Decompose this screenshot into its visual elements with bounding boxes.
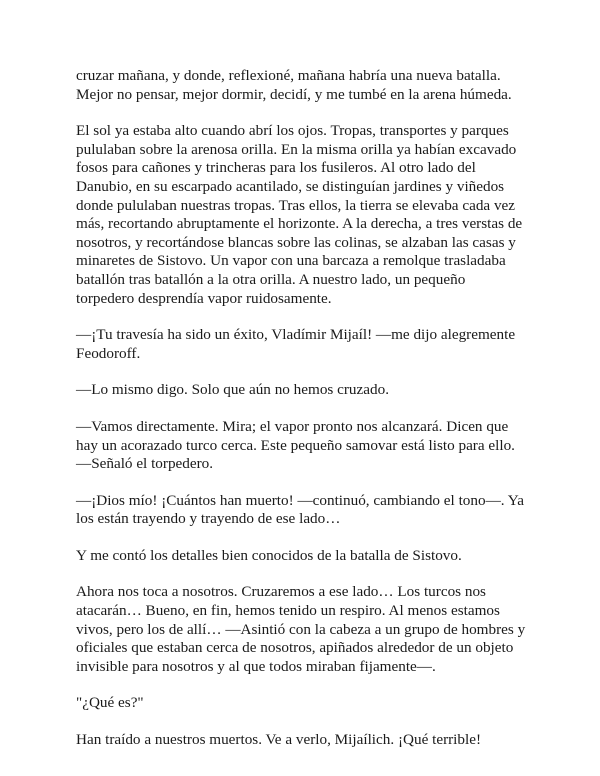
paragraph: —¡Dios mío! ¡Cuántos han muerto! —continuó, cambiando el tono—. Ya los están trayendo y trayendo de ese lado… (76, 491, 524, 528)
paragraph: Ahora nos toca a nosotros. Cruzaremos a ese lado… Los turcos nos atacarán… Bueno, en fin, hemos tenido un respiro. Al menos estamos vivos, pero los de allí… —Asintió con la cabeza a un grupo de hombres y oficiales que estaban cerca de nosotros, apiñados alrededor de un objeto invisible para nosotros y al que todos miraban fijamente—. (76, 583, 526, 675)
paragraph: —Lo mismo digo. Solo que aún no hemos cruzado. (76, 381, 389, 399)
paragraph: "¿Qué es?" (76, 694, 144, 712)
paragraph: cruzar mañana, y donde, reflexioné, mañana habría una nueva batalla. Mejor no pensar, mejor dormir, decidí, y me tumbé en la arena húmeda. (76, 67, 512, 103)
paragraph: —Vamos directamente. Mira; el vapor pronto nos alcanzará. Dicen que hay un acorazado turco cerca. Este pequeño samovar está listo para ello. —Señaló el torpedero. (76, 417, 515, 473)
document-page (76, 67, 526, 768)
paragraph: Han traído a nuestros muertos. Ve a verlo, Mijaílich. ¡Qué terrible! (76, 731, 482, 749)
paragraph: —¡Tu travesía ha sido un éxito, Vladímir Mijaíl! —me dijo alegremente Feodoroff. (76, 326, 516, 362)
paragraph: Y me contó los detalles bien conocidos de la batalla de Sistovo. (76, 546, 462, 564)
paragraph: El sol ya estaba alto cuando abrí los ojos. Tropas, transportes y parques pululaban sobre la arenosa orilla. En la misma orilla ya habían excavado fosos para cañones y trincheras para los fusileros. Al otro lado del Danubio, en su escarpado acantilado, se distinguían jardines y viñedos donde pululaban nuestras tropas. Tras ellos, la tierra se elevaba cada vez más, recortando abruptamente el horizonte. A la derecha, a tres verstas de nosotros, y recortándose blancas sobre las colinas, se alzaban las casas y minaretes de Sistovo. Un vapor con una barcaza a remolque trasladaba batallón tras batallón a la otra orilla. A nuestro lado, un pequeño torpedero desprendía vapor ruidosamente. (76, 122, 523, 307)
